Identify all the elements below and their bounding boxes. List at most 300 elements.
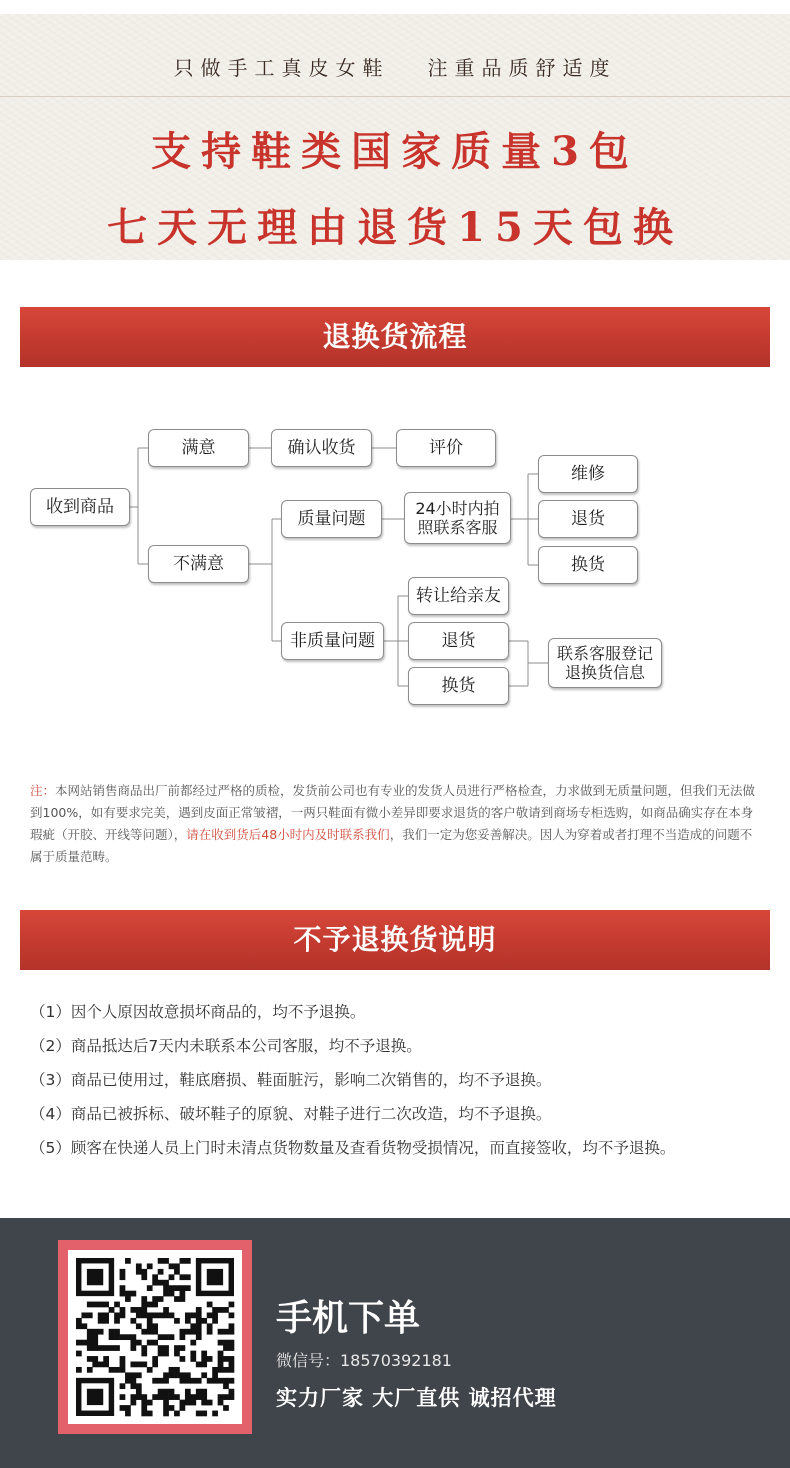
qr-module (136, 1372, 142, 1378)
qr-module (87, 1340, 93, 1346)
qr-finder-pattern (207, 1269, 223, 1285)
header-banner (0, 14, 790, 260)
qr-module (169, 1372, 175, 1378)
qr-module (147, 1318, 153, 1324)
qr-module (180, 1274, 186, 1280)
qr-module (130, 1362, 136, 1368)
qr-module (174, 1269, 180, 1275)
qr-module (158, 1280, 164, 1286)
qr-module (163, 1400, 169, 1406)
qr-module (109, 1307, 115, 1313)
qr-module (130, 1291, 136, 1297)
qr-module (229, 1389, 235, 1395)
qr-module (92, 1329, 98, 1335)
qr-module (130, 1340, 136, 1346)
qr-module (223, 1356, 229, 1362)
qr-module (125, 1291, 131, 1297)
qr-module (81, 1323, 87, 1329)
qr-module (196, 1323, 202, 1329)
qr-module (174, 1285, 180, 1291)
qr-module (98, 1362, 104, 1368)
qr-module (185, 1312, 191, 1318)
qr-module (120, 1312, 126, 1318)
qr-module (180, 1345, 186, 1351)
qr-finder-pattern (87, 1389, 103, 1405)
qr-module (141, 1296, 147, 1302)
qr-module (218, 1307, 224, 1313)
qr-module (169, 1312, 175, 1318)
wechat-id[interactable]: 微信号：18570392181 (276, 1351, 452, 1370)
qr-module (201, 1362, 207, 1368)
qr-module (136, 1394, 142, 1400)
node-unsatisfied: 不满意 (148, 545, 249, 583)
qr-module (103, 1345, 109, 1351)
qr-module (223, 1367, 229, 1373)
qr-module (87, 1345, 93, 1351)
qr-module (136, 1307, 142, 1313)
qr-module (201, 1400, 207, 1406)
qr-module (109, 1329, 115, 1335)
qr-module (185, 1372, 191, 1378)
qr-module (158, 1378, 164, 1384)
qr-module (92, 1362, 98, 1368)
qr-module (163, 1307, 169, 1313)
process-section-title: 退换货流程 (20, 307, 770, 367)
qr-module (136, 1340, 142, 1346)
qr-module (152, 1378, 158, 1384)
qr-module (174, 1318, 180, 1324)
qr-module (120, 1383, 126, 1389)
qr-module (218, 1394, 224, 1400)
mobile-order-title: 手机下单 (276, 1298, 421, 1339)
qr-module (169, 1394, 175, 1400)
qr-module (125, 1411, 131, 1417)
qr-module (147, 1323, 153, 1329)
qr-module (218, 1400, 224, 1406)
qr-module (180, 1378, 186, 1384)
qr-module (87, 1356, 93, 1362)
note-highlight: 请在收到货后48小时内及时联系我们 (186, 827, 390, 842)
qr-module (185, 1285, 191, 1291)
qr-module (92, 1345, 98, 1351)
qr-module (196, 1307, 202, 1313)
qr-module (229, 1394, 235, 1400)
qr-module (158, 1269, 164, 1275)
qr-module (190, 1394, 196, 1400)
qr-finder-pattern (87, 1269, 103, 1285)
qr-module (120, 1307, 126, 1313)
qr-module (207, 1323, 213, 1329)
qr-module (212, 1372, 218, 1378)
qr-module (141, 1269, 147, 1275)
qr-module (190, 1356, 196, 1362)
qr-module (136, 1269, 142, 1275)
qr-module (196, 1334, 202, 1340)
qr-module (152, 1302, 158, 1308)
node-photo-contact: 24小时内拍照联系客服 (404, 492, 511, 544)
qr-module (98, 1329, 104, 1335)
qr-module (229, 1340, 235, 1346)
qr-module (109, 1345, 115, 1351)
qr-module (141, 1405, 147, 1411)
qr-module (147, 1340, 153, 1346)
qr-module (98, 1318, 104, 1324)
qr-module (141, 1400, 147, 1406)
qr-module (212, 1367, 218, 1373)
qr-module (218, 1356, 224, 1362)
qr-module (147, 1302, 153, 1308)
qr-module (152, 1296, 158, 1302)
qr-module (120, 1405, 126, 1411)
qr-module (76, 1323, 82, 1329)
qr-module (120, 1269, 126, 1275)
qr-module (185, 1394, 191, 1400)
qr-module (163, 1405, 169, 1411)
qr-module (185, 1400, 191, 1406)
node-return-non-quality: 退货 (408, 622, 509, 660)
qr-module (152, 1362, 158, 1368)
qr-module (98, 1312, 104, 1318)
list-item: （4）商品已被拆标、破坏鞋子的原貌、对鞋子进行二次改造，均不予退换。 (30, 1105, 552, 1123)
qr-module (141, 1307, 147, 1313)
qr-module (120, 1334, 126, 1340)
qr-module (196, 1318, 202, 1324)
qr-module (152, 1394, 158, 1400)
list-item: （2）商品抵达后7天内未联系本公司客服，均不予退换。 (30, 1037, 422, 1055)
qr-module (163, 1258, 169, 1264)
qr-module (152, 1340, 158, 1346)
qr-module (136, 1323, 142, 1329)
qr-module (76, 1318, 82, 1324)
qr-module (180, 1334, 186, 1340)
qr-module (229, 1323, 235, 1329)
qr-module (223, 1383, 229, 1389)
note-text-1: 本网站销售商品出厂前都经过严格的质检，发货前公司也有专业的发货人员进行严格检查，力求做到无质量问题，但我们无法做到100%，如有要求完美，遇到皮面正常皱褶，一两只鞋面有微小差异即要求退货的客户敬请到商场专柜选购，如商品确实存在本身瑕疵（开胶、开线等问题）， (30, 783, 756, 842)
qr-module (152, 1329, 158, 1335)
qr-module (201, 1372, 207, 1378)
node-quality-issue: 质量问题 (281, 500, 382, 538)
node-exchange-non-quality: 换货 (408, 667, 509, 705)
qr-module (136, 1362, 142, 1368)
slogan-left: 只做手工真皮女鞋 (173, 56, 390, 80)
qr-module (81, 1340, 87, 1346)
qr-module (201, 1394, 207, 1400)
qr-module (207, 1329, 213, 1335)
node-received: 收到商品 (30, 488, 130, 526)
qr-module (158, 1312, 164, 1318)
qr-module (147, 1263, 153, 1269)
qr-module (180, 1329, 186, 1335)
qr-module (141, 1274, 147, 1280)
qr-module (223, 1329, 229, 1335)
qr-module (223, 1378, 229, 1384)
qr-module (212, 1411, 218, 1417)
qr-module (109, 1367, 115, 1373)
qr-module (147, 1411, 153, 1417)
qr-module (169, 1334, 175, 1340)
qr-module (201, 1356, 207, 1362)
qr-module (174, 1367, 180, 1373)
qr-module (223, 1340, 229, 1346)
qr-module (158, 1258, 164, 1264)
qr-module (114, 1329, 120, 1335)
qr-module (120, 1362, 126, 1368)
qr-module (163, 1280, 169, 1286)
qr-module (223, 1394, 229, 1400)
qr-module (212, 1307, 218, 1313)
qr-module (190, 1312, 196, 1318)
qr-module (92, 1340, 98, 1346)
qr-module (114, 1334, 120, 1340)
qr-module (180, 1372, 186, 1378)
qr-module (180, 1258, 186, 1264)
qr-module (196, 1362, 202, 1368)
qr-module (103, 1302, 109, 1308)
qr-module (207, 1356, 213, 1362)
qr-module (136, 1263, 142, 1269)
qr-module (174, 1351, 180, 1357)
qr-module (114, 1367, 120, 1373)
qr-module (87, 1367, 93, 1373)
qr-module (218, 1367, 224, 1373)
qr-module (212, 1318, 218, 1324)
qr-module (98, 1302, 104, 1308)
qr-module (218, 1351, 224, 1357)
qr-module (163, 1372, 169, 1378)
qr-module (163, 1345, 169, 1351)
qr-module (229, 1367, 235, 1373)
qr-module (163, 1394, 169, 1400)
qr-module (147, 1367, 153, 1373)
footer (0, 1218, 790, 1468)
qr-module (163, 1351, 169, 1357)
qr-module (125, 1405, 131, 1411)
qr-module (229, 1378, 235, 1384)
qr-module (196, 1394, 202, 1400)
qr-module (141, 1312, 147, 1318)
qr-module (163, 1389, 169, 1395)
qr-module (169, 1285, 175, 1291)
qr-module (114, 1345, 120, 1351)
qr-module (109, 1334, 115, 1340)
qr-module (120, 1274, 126, 1280)
qr-module (158, 1345, 164, 1351)
qr-module (174, 1263, 180, 1269)
qr-module (218, 1340, 224, 1346)
guarantee-line-1: 支持鞋类国家质量3包 (151, 128, 639, 175)
qr-module (229, 1362, 235, 1368)
qr-module (136, 1383, 142, 1389)
qr-module (185, 1274, 191, 1280)
no-return-list (30, 998, 780, 1168)
qr-module (196, 1411, 202, 1417)
qr-module (87, 1334, 93, 1340)
qr-module (207, 1400, 213, 1406)
qr-module (87, 1329, 93, 1335)
qr-module (76, 1340, 82, 1346)
qr-module (87, 1312, 93, 1318)
qr-module (152, 1356, 158, 1362)
qr-module (207, 1312, 213, 1318)
no-return-section-title: 不予退换货说明 (20, 910, 770, 970)
node-return-quality: 退货 (538, 500, 638, 538)
qr-module (207, 1378, 213, 1384)
qr-module (130, 1334, 136, 1340)
qr-module (223, 1307, 229, 1313)
qr-module (120, 1367, 126, 1373)
qr-module (163, 1291, 169, 1297)
qr-module (185, 1389, 191, 1395)
qr-module (185, 1258, 191, 1264)
qr-module (201, 1351, 207, 1357)
qr-module (98, 1345, 104, 1351)
qr-code-icon[interactable] (68, 1250, 242, 1424)
qr-module (136, 1389, 142, 1395)
node-repair: 维修 (538, 455, 638, 493)
qr-module (103, 1312, 109, 1318)
qr-module (169, 1405, 175, 1411)
qr-module (180, 1405, 186, 1411)
qr-module (92, 1334, 98, 1340)
qr-module (158, 1351, 164, 1357)
qr-module (169, 1389, 175, 1395)
qr-module (185, 1329, 191, 1335)
qr-module (196, 1312, 202, 1318)
qr-module (174, 1394, 180, 1400)
qr-module (87, 1302, 93, 1308)
qr-module (81, 1312, 87, 1318)
qr-module (158, 1394, 164, 1400)
qr-module (136, 1312, 142, 1318)
qr-module (152, 1280, 158, 1286)
qr-module (141, 1351, 147, 1357)
qr-module (141, 1394, 147, 1400)
qr-module (130, 1372, 136, 1378)
qr-module (223, 1345, 229, 1351)
qr-module (229, 1345, 235, 1351)
node-exchange-quality: 换货 (538, 546, 638, 584)
qr-module (169, 1263, 175, 1269)
note-prefix: 注： (30, 783, 56, 798)
qr-module (190, 1323, 196, 1329)
flowchart-connectors (0, 400, 790, 730)
qr-module (125, 1258, 131, 1264)
qr-module (130, 1378, 136, 1384)
qr-module (158, 1296, 164, 1302)
qr-module (174, 1372, 180, 1378)
qr-module (130, 1383, 136, 1389)
qr-module (147, 1329, 153, 1335)
qr-module (92, 1302, 98, 1308)
list-item: （1）因个人原因故意损坏商品的，均不予退换。 (30, 1003, 366, 1021)
qr-module (201, 1411, 207, 1417)
qr-module (163, 1285, 169, 1291)
qr-module (103, 1318, 109, 1324)
node-non-quality-issue: 非质量问题 (281, 622, 384, 660)
qr-module (207, 1302, 213, 1308)
qr-module (218, 1329, 224, 1335)
qr-module (190, 1378, 196, 1384)
qr-module (174, 1345, 180, 1351)
qr-module (190, 1340, 196, 1346)
qr-module (180, 1291, 186, 1297)
qr-module (158, 1334, 164, 1340)
qr-module (92, 1356, 98, 1362)
return-flowchart (0, 400, 790, 730)
qr-module (130, 1345, 136, 1351)
qr-module (201, 1389, 207, 1395)
qr-module (223, 1405, 229, 1411)
node-review: 评价 (396, 429, 496, 467)
node-transfer: 转让给亲友 (408, 577, 509, 615)
qr-module (141, 1345, 147, 1351)
qr-module (180, 1285, 186, 1291)
qr-module (130, 1307, 136, 1313)
note-text-2: ，我们一定为您妥善解决。因人为穿着或者打理不当造成的问题不属于质量范畴。 (30, 827, 753, 864)
slogan-right: 注重品质舒适度 (427, 56, 617, 80)
node-satisfied: 满意 (148, 429, 249, 467)
qr-module (114, 1318, 120, 1324)
qr-module (141, 1329, 147, 1335)
qr-module (125, 1378, 131, 1384)
list-item: （5）顾客在快递人员上门时未清点货物数量及查看货物受损情况，而直接签收，均不予退换。 (30, 1139, 676, 1157)
qr-module (163, 1334, 169, 1340)
note-paragraph (30, 780, 760, 868)
qr-module (147, 1285, 153, 1291)
qr-module (180, 1356, 186, 1362)
qr-module (103, 1356, 109, 1362)
qr-module (180, 1400, 186, 1406)
qr-module (152, 1323, 158, 1329)
qr-module (163, 1312, 169, 1318)
node-register-info: 联系客服登记退换货信息 (548, 638, 662, 688)
qr-module (125, 1334, 131, 1340)
qr-module (229, 1312, 235, 1318)
qr-module (147, 1312, 153, 1318)
qr-module (174, 1411, 180, 1417)
qr-module (185, 1318, 191, 1324)
qr-module (163, 1411, 169, 1417)
qr-module (190, 1329, 196, 1335)
qr-module (114, 1312, 120, 1318)
qr-module (125, 1372, 131, 1378)
qr-module (196, 1329, 202, 1335)
qr-module (190, 1351, 196, 1357)
qr-module (169, 1274, 175, 1280)
guarantee-line-2: 七天无理由退货15天包换 (107, 204, 683, 251)
qr-module (147, 1400, 153, 1406)
qr-module (185, 1378, 191, 1384)
qr-module (174, 1296, 180, 1302)
qr-module (152, 1274, 158, 1280)
qr-module (114, 1302, 120, 1308)
tagline: 实力厂家 大厂直供 诚招代理 (276, 1386, 557, 1410)
qr-module (212, 1312, 218, 1318)
qr-module (120, 1285, 126, 1291)
qr-frame (58, 1240, 252, 1434)
qr-module (152, 1312, 158, 1318)
qr-module (169, 1367, 175, 1373)
qr-module (196, 1389, 202, 1395)
qr-module (130, 1394, 136, 1400)
slogan (0, 52, 790, 81)
qr-module (125, 1296, 131, 1302)
qr-module (130, 1400, 136, 1406)
node-confirm-receipt: 确认收货 (271, 429, 372, 467)
qr-module (158, 1389, 164, 1395)
qr-module (141, 1362, 147, 1368)
qr-module (130, 1318, 136, 1324)
